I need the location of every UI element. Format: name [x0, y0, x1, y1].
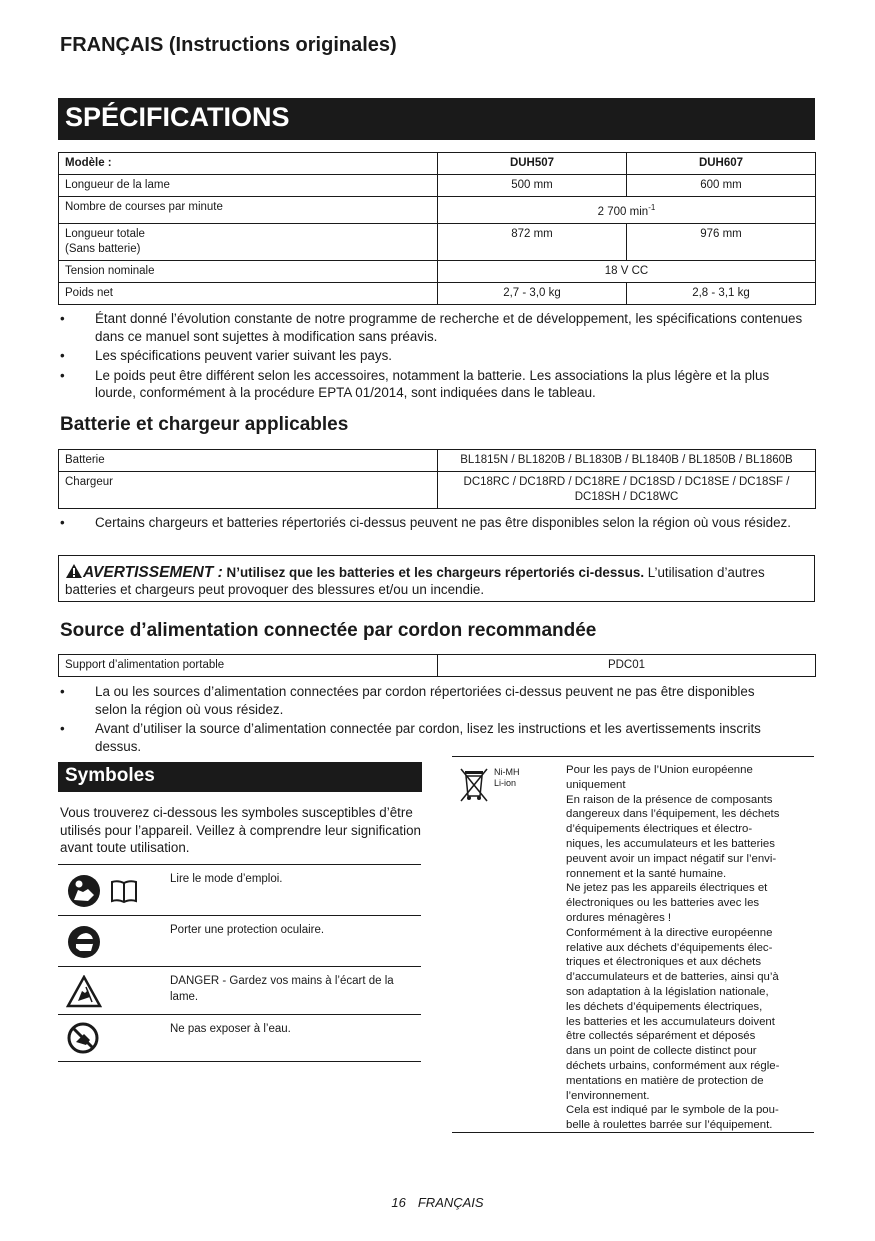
weee-text-line: Pour les pays de l’Union européenne [566, 764, 753, 776]
strokes-exponent: -1 [648, 203, 656, 212]
table-row [59, 472, 816, 509]
weee-text-line: uniquement [566, 778, 626, 791]
note-text: La ou les sources d’alimentation connectées par cordon répertoriées ci-dessus peuvent ne pas être disponibles selon la région où vous résidez. [95, 684, 755, 717]
weee-text-line: mentations en matière de protection de [566, 1074, 764, 1087]
table-row [59, 260, 816, 282]
strokes-value [438, 197, 816, 224]
total-length-label-line1: Longueur totale [65, 227, 145, 240]
battery-section-title: Batterie et chargeur applicables [60, 414, 349, 435]
charger-value-line1: DC18RC / DC18RD / DC18RE / DC18SD / DC18SE / DC18SF / [463, 476, 790, 488]
weee-text-line: déchets urbains, conformément aux régle- [566, 1059, 780, 1072]
read-manual-icon [66, 873, 146, 909]
danger-hand-icon [66, 975, 102, 1009]
warning-bold-text: N’utilisez que les batteries et les chargeurs répertoriés ci-dessus. [226, 565, 645, 580]
table-row [59, 450, 816, 472]
symbol-cell [58, 967, 166, 1014]
symbol-cell [58, 1015, 166, 1061]
footer-language: FRANÇAIS [417, 1195, 484, 1210]
weee-text-line: son adaptation à la législation nationale, [566, 985, 769, 998]
power-source-label: Support d’alimentation portable [59, 655, 438, 677]
strokes-number: 2 700 min [597, 205, 649, 218]
warning-triangle-icon [65, 563, 83, 579]
weee-text-line: dangereux dans l’équipement, les déchets [566, 808, 780, 821]
model-duh607: DUH607 [627, 153, 816, 175]
warning-label: AVERTISSEMENT : [83, 564, 223, 581]
list-item: • Étant donné l’évolution constante de notre programme de recherche et de développement, les spécifications contenues dans ce manuel sont sujettes à modification sans préavis. [60, 311, 803, 344]
table-row [58, 967, 421, 1015]
power-source-section-title: Source d’alimentation connectée par cordon recommandée [60, 620, 597, 641]
specifications-heading: SPÉCIFICATIONS [58, 98, 815, 140]
crossed-out-bin-icon [456, 765, 492, 805]
symbol-text: DANGER - Gardez vos mains à l’écart de la lame. [170, 975, 394, 1003]
weee-text-line: les déchets d’équipements électriques, [566, 1000, 763, 1013]
total-length-label [59, 223, 438, 260]
list-item: • La ou les sources d’alimentation connectées par cordon répertoriées ci-dessus peuvent ne pas être disponibles selon la région où vous résidez. [60, 684, 755, 717]
specifications-table [58, 152, 816, 305]
weight-duh507: 2,7 - 3,0 kg [438, 282, 627, 304]
battery-notes [60, 514, 805, 534]
list-item: • Avant d’utiliser la source d’alimentation connectée par cordon, lisez les instructions et les avertissements inscrits dessus. [60, 721, 761, 754]
note-text: Le poids peut être différent selon les accessoires, notamment la batterie. Les associations la plus légère et la plus lourde, conformément à la procédure EPTA 01/2014, sont indiquées dans le tableau. [95, 367, 770, 400]
note-text: Certains chargeurs et batteries répertoriés ci-dessus peuvent ne pas être disponibles selon la région où vous résidez. [95, 515, 791, 530]
symbol-text: Ne pas exposer à l’eau. [170, 1023, 291, 1035]
charger-value-line2: DC18SH / DC18WC [574, 491, 679, 503]
no-water-icon [66, 1021, 100, 1055]
table-row [58, 1015, 421, 1062]
battery-type-nimh: Ni-MH [494, 767, 520, 777]
weee-text-line: d’accumulateurs et de batteries, ainsi qu’à [566, 971, 779, 984]
power-source-table [58, 654, 816, 677]
weee-text-line: Ne jetez pas les appareils électriques et [566, 882, 768, 895]
weee-text-line: ronnement et la santé humaine. [566, 867, 727, 880]
weee-text-line: les batteries et les accumulateurs doivent [566, 1015, 775, 1028]
model-duh507: DUH507 [438, 153, 627, 175]
list-item: • Certains chargeurs et batteries répertoriés ci-dessus peuvent ne pas être disponibles selon la région où vous résidez. [60, 515, 791, 530]
battery-label: Batterie [59, 450, 438, 472]
weee-text-line: Conformément à la directive européenne [566, 926, 773, 939]
table-row [59, 175, 816, 197]
blade-length-label: Longueur de la lame [59, 175, 438, 197]
weee-text-line: niques, les accumulateurs et les batteries [566, 837, 775, 850]
blade-length-duh507: 500 mm [438, 175, 627, 197]
weee-text-line: l’environnement. [566, 1089, 650, 1102]
charger-value [438, 472, 816, 509]
weee-text-line: dans un point de collecte distinct pour [566, 1045, 757, 1058]
charger-label: Chargeur [59, 472, 438, 509]
symbol-cell [58, 916, 166, 966]
weee-text-line: être collectés séparément et déposés [566, 1030, 756, 1043]
weee-text-line: électroniques ou les batteries avec les [566, 897, 760, 910]
weee-notice [452, 756, 814, 1133]
weee-text-line: En raison de la présence de composants [566, 793, 773, 806]
weight-duh607: 2,8 - 3,1 kg [627, 282, 816, 304]
specifications-notes [60, 310, 805, 404]
weee-text-line: relative aux déchets d’équipements élec- [566, 941, 773, 954]
symbol-cell [58, 865, 166, 915]
weee-text-line: ordures ménagères ! [566, 911, 672, 924]
total-length-label-line2: (Sans batterie) [65, 242, 141, 255]
weight-label: Poids net [59, 282, 438, 304]
power-source-value: PDC01 [438, 655, 816, 677]
table-row [59, 223, 816, 260]
strokes-label: Nombre de courses par minute [59, 197, 438, 224]
weee-text-line: triques et électroniques et aux déchets [566, 956, 762, 969]
table-row [59, 282, 816, 304]
battery-value: BL1815N / BL1820B / BL1830B / BL1840B / BL1850B / BL1860B [438, 450, 816, 472]
list-item: • Le poids peut être différent selon les accessoires, notamment la batterie. Les associations la plus légère et la plus lourde, conformément à la procédure EPTA 01/2014, sont indiquées dans le tableau. [60, 367, 770, 400]
weee-text-line: Cela est indiqué par le symbole de la pou- [566, 1104, 779, 1117]
power-source-notes [60, 683, 790, 757]
table-row [58, 916, 421, 967]
page-footer [0, 1195, 875, 1210]
symbols-table [58, 864, 421, 1062]
eye-protection-icon [66, 924, 102, 960]
battery-type-label [494, 767, 520, 789]
weee-text [566, 763, 812, 1133]
weee-text-line: belle à roulettes barrée sur l’équipement. [566, 1119, 773, 1132]
voltage-label: Tension nominale [59, 260, 438, 282]
blade-length-duh607: 600 mm [627, 175, 816, 197]
note-text: Avant d’utiliser la source d’alimentation connectée par cordon, lisez les instructions et les avertissements inscrits dessus. [95, 721, 761, 754]
battery-table [58, 449, 816, 509]
voltage-value: 18 V CC [438, 260, 816, 282]
table-row [59, 655, 816, 677]
model-label: Modèle : [59, 153, 438, 175]
warning-box [58, 555, 815, 602]
table-row [58, 865, 421, 916]
note-text: Les spécifications peuvent varier suivant les pays. [95, 348, 392, 363]
list-item: • Les spécifications peuvent varier suivant les pays. [60, 348, 392, 363]
total-length-duh507: 872 mm [438, 223, 627, 260]
symbols-intro: Vous trouverez ci-dessous les symboles susceptibles d’être utilisés pour l’appareil. Veillez à comprendre leur signification avant toute utilisation. [60, 805, 421, 855]
weee-text-line: peuvent avoir un impact négatif sur l’envi- [566, 852, 777, 865]
table-row [59, 153, 816, 175]
battery-type-liion: Li-ion [494, 778, 517, 788]
note-text: Étant donné l’évolution constante de notre programme de recherche et de développement, les spécifications contenues dans ce manuel sont sujettes à modification sans préavis. [95, 311, 803, 344]
page-language-title: FRANÇAIS (Instructions originales) [60, 34, 397, 56]
warning-text: L’utilisation d’autres batteries et chargeurs peut provoquer des blessures et/ou un incendie. [65, 565, 765, 597]
table-row [59, 197, 816, 224]
symbol-text: Porter une protection oculaire. [170, 924, 325, 936]
total-length-duh607: 976 mm [627, 223, 816, 260]
page-number: 16 [391, 1195, 406, 1210]
symbol-text: Lire le mode d’emploi. [170, 873, 283, 885]
symbols-heading: Symboles [58, 762, 422, 792]
weee-text-line: d’équipements électriques et électro- [566, 823, 753, 836]
